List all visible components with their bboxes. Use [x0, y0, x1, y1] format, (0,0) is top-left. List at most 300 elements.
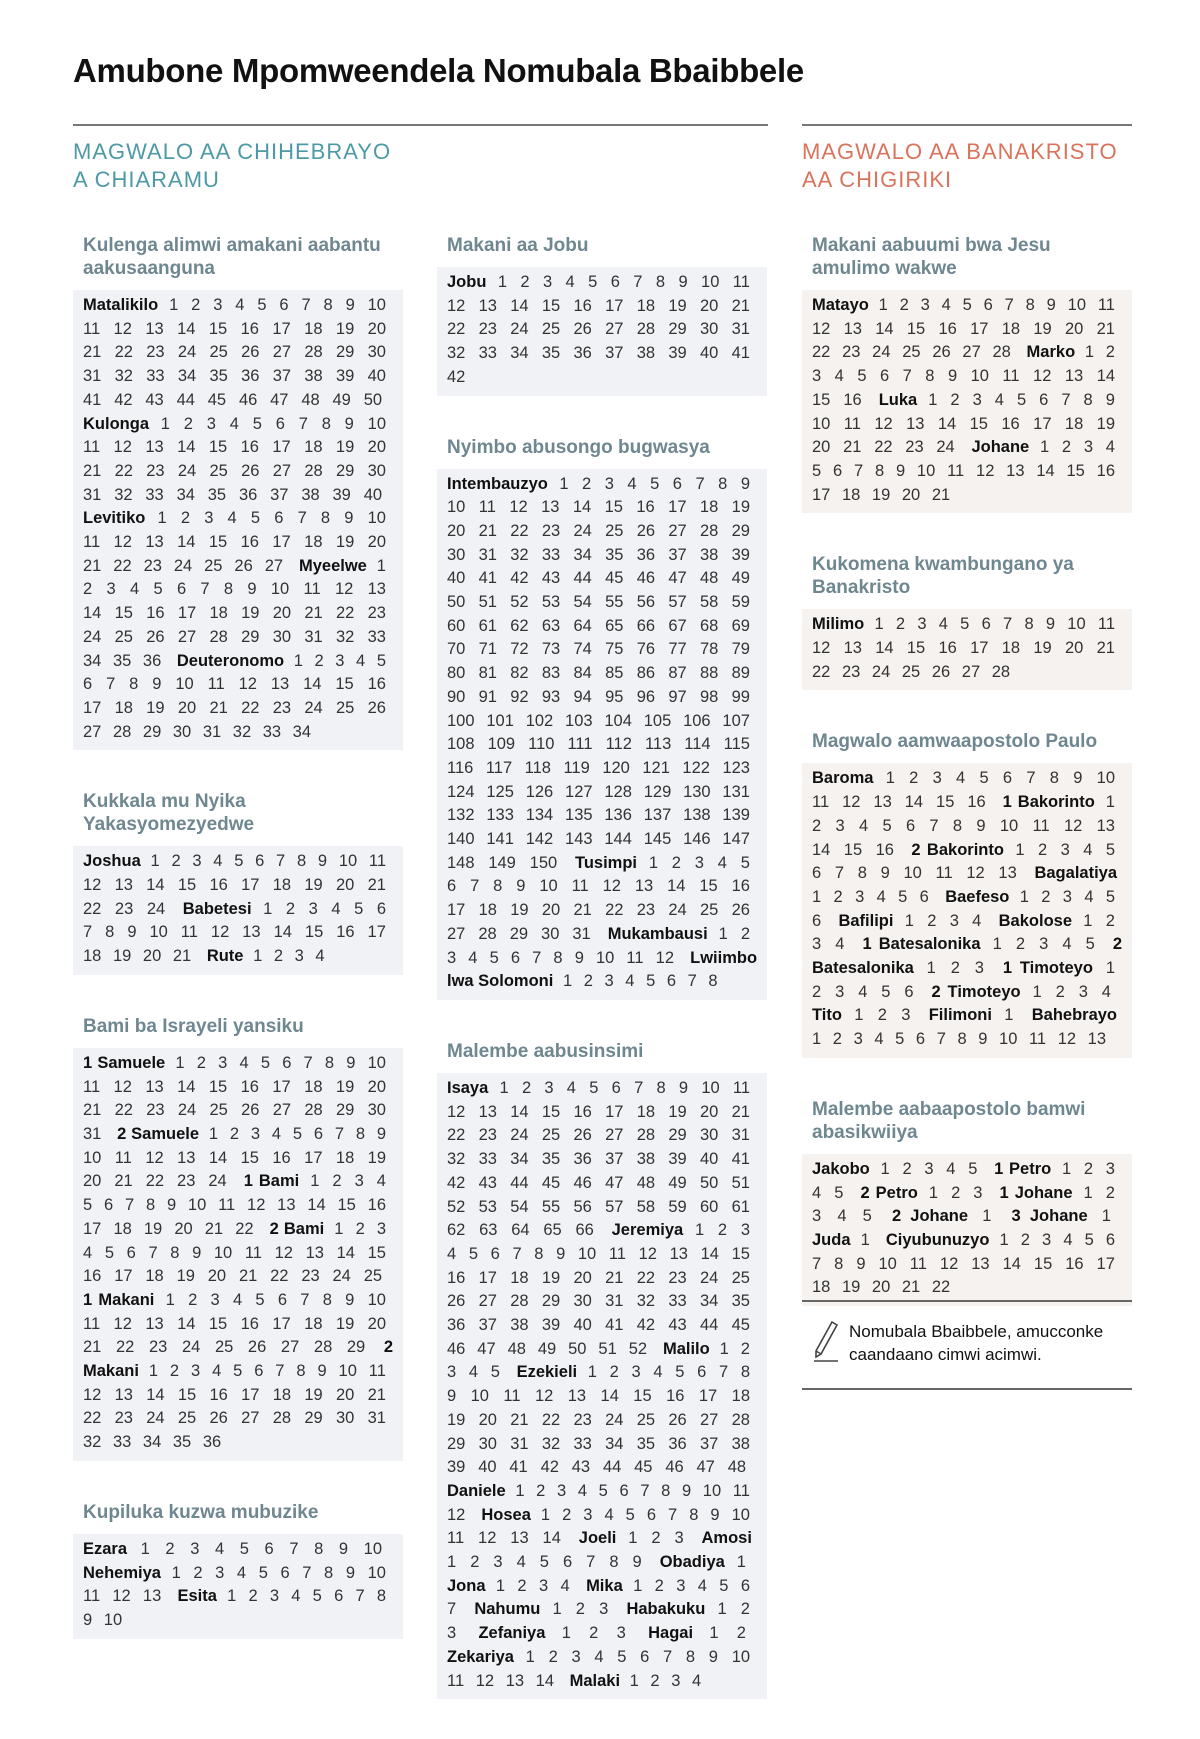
- chapter-number[interactable]: 11: [843, 414, 861, 433]
- chapter-number[interactable]: 9: [192, 1243, 202, 1262]
- chapter-number[interactable]: 55: [605, 593, 624, 612]
- chapter-number[interactable]: 11: [1032, 816, 1050, 835]
- chapter-number[interactable]: 11: [732, 273, 750, 291]
- chapter-number[interactable]: 28: [272, 1409, 292, 1428]
- chapter-number[interactable]: 7: [302, 1563, 312, 1582]
- chapter-number[interactable]: 9: [344, 414, 354, 433]
- chapter-number[interactable]: 10: [595, 948, 615, 967]
- chapter-number[interactable]: 34: [176, 485, 195, 504]
- chapter-number[interactable]: 3: [616, 1624, 626, 1643]
- chapter-number[interactable]: 27: [447, 924, 466, 943]
- chapter-number[interactable]: 8: [655, 273, 666, 291]
- chapter-number[interactable]: 11: [368, 1362, 386, 1381]
- chapter-number[interactable]: 9: [1073, 769, 1083, 788]
- chapter-number[interactable]: 22: [114, 1101, 133, 1120]
- chapter-number[interactable]: 15: [304, 923, 324, 942]
- chapter-number[interactable]: 6: [334, 1587, 344, 1606]
- chapter-number[interactable]: 56: [573, 1197, 592, 1216]
- chapter-number[interactable]: 7: [634, 1078, 644, 1097]
- chapter-number[interactable]: 8: [740, 1363, 750, 1382]
- chapter-number[interactable]: 13: [478, 1102, 497, 1121]
- chapter-number[interactable]: 24: [936, 438, 955, 457]
- chapter-number[interactable]: 4: [447, 1244, 457, 1263]
- chapter-number[interactable]: 12: [447, 1505, 466, 1524]
- chapter-number[interactable]: 28: [112, 722, 132, 741]
- chapter-number[interactable]: 2: [589, 1624, 599, 1643]
- chapter-number[interactable]: 40: [700, 344, 719, 363]
- chapter-number[interactable]: 4: [837, 1207, 847, 1226]
- chapter-number[interactable]: 10: [577, 1244, 597, 1263]
- chapter-number[interactable]: 1: [160, 414, 170, 433]
- chapter-number[interactable]: 4: [129, 580, 140, 599]
- chapter-number[interactable]: 9: [1045, 615, 1056, 634]
- chapter-number[interactable]: 1: [495, 1576, 506, 1595]
- chapter-number[interactable]: 28: [304, 343, 323, 362]
- chapter-number[interactable]: 10: [367, 1053, 386, 1072]
- chapter-number[interactable]: 2: [717, 1221, 728, 1240]
- chapter-number[interactable]: 44: [176, 390, 195, 409]
- chapter-number[interactable]: 17: [812, 485, 831, 504]
- chapter-number[interactable]: 12: [478, 1529, 497, 1548]
- chapter-number[interactable]: 14: [146, 1385, 165, 1404]
- chapter-number[interactable]: 26: [367, 698, 386, 717]
- chapter-number[interactable]: 16: [336, 923, 355, 942]
- chapter-number[interactable]: 13: [971, 1254, 990, 1273]
- chapter-number[interactable]: 28: [478, 924, 497, 943]
- chapter-number[interactable]: 10: [338, 1362, 357, 1381]
- chapter-number[interactable]: 12: [447, 296, 466, 315]
- chapter-number[interactable]: 26: [146, 627, 165, 646]
- chapter-number[interactable]: 5: [490, 1363, 500, 1382]
- chapter-number[interactable]: 8: [925, 367, 935, 386]
- chapter-number[interactable]: 11: [812, 793, 830, 812]
- chapter-number[interactable]: 63: [479, 1221, 498, 1240]
- chapter-number[interactable]: 1: [812, 887, 822, 906]
- chapter-number[interactable]: 51: [478, 593, 497, 612]
- chapter-number[interactable]: 3: [812, 935, 822, 954]
- chapter-number[interactable]: 20: [812, 438, 831, 457]
- chapter-number[interactable]: 13: [1064, 367, 1084, 386]
- chapter-number[interactable]: 6: [126, 1243, 136, 1262]
- chapter-number[interactable]: 15: [208, 438, 228, 457]
- chapter-number[interactable]: 26: [241, 343, 260, 362]
- chapter-number[interactable]: 16: [240, 533, 259, 552]
- chapter-number[interactable]: 123: [722, 758, 750, 777]
- chapter-number[interactable]: 16: [447, 1268, 466, 1287]
- chapter-number[interactable]: 17: [605, 296, 624, 315]
- chapter-number[interactable]: 20: [901, 485, 921, 504]
- chapter-number[interactable]: 42: [447, 367, 466, 386]
- chapter-number[interactable]: 5: [252, 414, 262, 433]
- chapter-number[interactable]: 1: [629, 1671, 639, 1690]
- chapter-number[interactable]: 27: [83, 722, 102, 741]
- chapter-number[interactable]: 13: [145, 1077, 164, 1096]
- chapter-number[interactable]: 11: [1097, 296, 1115, 314]
- chapter-number[interactable]: 7: [929, 816, 939, 835]
- chapter-number[interactable]: 13: [305, 1243, 324, 1262]
- chapter-number[interactable]: 11: [732, 1078, 751, 1097]
- chapter-number[interactable]: 26: [234, 556, 253, 575]
- chapter-number[interactable]: 15: [604, 498, 623, 517]
- chapter-number[interactable]: 3: [493, 1553, 503, 1572]
- chapter-number[interactable]: 24: [605, 1410, 624, 1429]
- chapter-number[interactable]: 23: [114, 1409, 133, 1428]
- chapter-number[interactable]: 5: [83, 1196, 93, 1215]
- chapter-number[interactable]: 17: [478, 1268, 497, 1287]
- chapter-number[interactable]: 4: [566, 1078, 576, 1097]
- chapter-number[interactable]: 2: [950, 959, 960, 978]
- chapter-number[interactable]: 3: [269, 1587, 280, 1606]
- chapter-number[interactable]: 8: [145, 1196, 156, 1215]
- chapter-number[interactable]: 2: [314, 651, 324, 670]
- chapter-number[interactable]: 2: [1105, 1183, 1115, 1202]
- chapter-number[interactable]: 14: [572, 498, 592, 517]
- chapter-number[interactable]: 2: [517, 1576, 527, 1595]
- chapter-number[interactable]: 21: [843, 438, 862, 457]
- chapter-number[interactable]: 58: [700, 593, 719, 612]
- chapter-number[interactable]: 13: [1087, 1030, 1107, 1049]
- chapter-number[interactable]: 7: [586, 1553, 596, 1572]
- chapter-number[interactable]: 22: [874, 438, 893, 457]
- chapter-number[interactable]: 19: [335, 438, 355, 457]
- chapter-number[interactable]: 10: [367, 509, 386, 528]
- chapter-number[interactable]: 39: [447, 1458, 466, 1477]
- chapter-number[interactable]: 22: [510, 521, 529, 540]
- chapter-number[interactable]: 12: [874, 414, 893, 433]
- chapter-number[interactable]: 5: [862, 1207, 872, 1226]
- chapter-number[interactable]: 31: [202, 722, 222, 741]
- chapter-number[interactable]: 13: [505, 1671, 525, 1690]
- chapter-number[interactable]: 103: [565, 711, 593, 730]
- chapter-number[interactable]: 8: [223, 580, 234, 599]
- chapter-number[interactable]: 11: [947, 461, 965, 480]
- chapter-number[interactable]: 137: [643, 806, 672, 825]
- chapter-number[interactable]: 6: [1002, 769, 1013, 788]
- chapter-number[interactable]: 95: [605, 687, 624, 706]
- chapter-number[interactable]: 3: [835, 816, 845, 835]
- chapter-number[interactable]: 11: [218, 1196, 236, 1215]
- chapter-number[interactable]: 14: [667, 877, 686, 896]
- chapter-number[interactable]: 4: [565, 273, 575, 291]
- chapter-number[interactable]: 3: [250, 1124, 261, 1143]
- chapter-number[interactable]: 7: [470, 877, 480, 896]
- chapter-number[interactable]: 13: [478, 296, 497, 315]
- chapter-number[interactable]: 3: [853, 1030, 863, 1049]
- chapter-number[interactable]: 76: [636, 640, 656, 659]
- chapter-number[interactable]: 15: [208, 533, 228, 552]
- chapter-number[interactable]: 27: [605, 1126, 624, 1145]
- chapter-number[interactable]: 5: [812, 461, 822, 480]
- chapter-number[interactable]: 1: [885, 769, 895, 788]
- chapter-number[interactable]: 38: [636, 344, 656, 363]
- chapter-number[interactable]: 37: [700, 1434, 719, 1453]
- chapter-number[interactable]: 6: [905, 816, 916, 835]
- chapter-number[interactable]: 2: [355, 1219, 365, 1238]
- chapter-number[interactable]: 2: [1105, 343, 1115, 362]
- chapter-number[interactable]: 3: [949, 911, 959, 930]
- chapter-number[interactable]: 12: [334, 580, 354, 599]
- chapter-number[interactable]: 18: [304, 438, 323, 457]
- chapter-number[interactable]: 31: [478, 545, 497, 564]
- chapter-number[interactable]: 13: [145, 533, 164, 552]
- chapter-number[interactable]: 23: [841, 662, 861, 681]
- chapter-number[interactable]: 23: [177, 1172, 196, 1191]
- chapter-number[interactable]: 3: [740, 1221, 751, 1240]
- chapter-number[interactable]: 3: [599, 1600, 609, 1619]
- chapter-number[interactable]: 11: [571, 877, 589, 896]
- chapter-number[interactable]: 21: [605, 1268, 624, 1287]
- chapter-number[interactable]: 2: [1105, 911, 1115, 930]
- chapter-number[interactable]: 27: [272, 1101, 292, 1120]
- chapter-number[interactable]: 5: [257, 296, 267, 314]
- chapter-number[interactable]: 111: [567, 735, 593, 754]
- chapter-number[interactable]: 1: [562, 972, 573, 991]
- chapter-number[interactable]: 19: [335, 1314, 355, 1333]
- chapter-number[interactable]: 12: [966, 864, 985, 883]
- chapter-number[interactable]: 102: [525, 711, 554, 730]
- chapter-number[interactable]: 40: [363, 485, 383, 504]
- chapter-number[interactable]: 29: [447, 1434, 466, 1453]
- chapter-number[interactable]: 24: [304, 698, 323, 717]
- chapter-number[interactable]: 22: [812, 662, 831, 681]
- chapter-number[interactable]: 52: [628, 1339, 648, 1358]
- chapter-number[interactable]: 90: [447, 687, 466, 706]
- chapter-number[interactable]: 26: [668, 1410, 687, 1429]
- chapter-number[interactable]: 6: [279, 296, 289, 314]
- chapter-number[interactable]: 15: [177, 1385, 197, 1404]
- chapter-number[interactable]: 16: [83, 1267, 102, 1286]
- chapter-number[interactable]: 33: [367, 627, 386, 646]
- chapter-number[interactable]: 9: [516, 877, 526, 896]
- chapter-number[interactable]: 12: [113, 319, 132, 338]
- chapter-number[interactable]: 12: [812, 639, 831, 658]
- chapter-number[interactable]: 24: [510, 1126, 529, 1145]
- chapter-number[interactable]: 28: [991, 662, 1011, 681]
- chapter-number[interactable]: 25: [541, 320, 561, 339]
- chapter-number[interactable]: 6: [376, 899, 387, 918]
- chapter-number[interactable]: 4: [653, 1363, 663, 1382]
- chapter-number[interactable]: 53: [478, 1197, 497, 1216]
- chapter-number[interactable]: 4: [835, 935, 845, 954]
- chapter-number[interactable]: 9: [166, 1196, 177, 1215]
- chapter-number[interactable]: 12: [534, 1387, 554, 1406]
- chapter-number[interactable]: 101: [486, 711, 514, 730]
- chapter-number[interactable]: 22: [115, 1338, 135, 1357]
- chapter-number[interactable]: 7: [298, 414, 308, 433]
- chapter-number[interactable]: 131: [722, 782, 750, 801]
- chapter-number[interactable]: 18: [209, 604, 228, 623]
- chapter-number[interactable]: 5: [881, 982, 891, 1001]
- chapter-number[interactable]: 20: [367, 319, 387, 338]
- chapter-number[interactable]: 10: [447, 498, 466, 517]
- chapter-number[interactable]: 3: [447, 1363, 457, 1382]
- chapter-number[interactable]: 25: [901, 662, 921, 681]
- chapter-number[interactable]: 3: [1105, 1159, 1115, 1178]
- chapter-number[interactable]: 31: [304, 627, 323, 646]
- chapter-number[interactable]: 24: [177, 1101, 197, 1120]
- chapter-number[interactable]: 13: [242, 923, 261, 942]
- chapter-number[interactable]: 4: [876, 887, 886, 906]
- chapter-number[interactable]: 29: [541, 1292, 561, 1311]
- chapter-number[interactable]: 10: [175, 675, 194, 694]
- chapter-number[interactable]: 48: [636, 1173, 656, 1192]
- chapter-number[interactable]: 19: [143, 1219, 163, 1238]
- chapter-number[interactable]: 29: [509, 924, 529, 943]
- chapter-number[interactable]: 59: [668, 1197, 687, 1216]
- chapter-number[interactable]: 67: [668, 616, 687, 635]
- chapter-number[interactable]: 1: [515, 1481, 525, 1500]
- chapter-number[interactable]: 45: [634, 1458, 653, 1477]
- chapter-number[interactable]: 16: [666, 1387, 685, 1406]
- chapter-number[interactable]: 31: [510, 1434, 529, 1453]
- chapter-number[interactable]: 7: [297, 509, 307, 528]
- chapter-number[interactable]: 22: [113, 556, 132, 575]
- chapter-number[interactable]: 27: [700, 1410, 719, 1429]
- chapter-number[interactable]: 1: [227, 1587, 237, 1606]
- chapter-number[interactable]: 44: [510, 1173, 529, 1192]
- chapter-number[interactable]: 1: [1083, 1183, 1093, 1202]
- chapter-number[interactable]: 23: [478, 320, 497, 339]
- chapter-number[interactable]: 4: [214, 1539, 225, 1558]
- chapter-number[interactable]: 25: [636, 1410, 656, 1429]
- chapter-number[interactable]: 26: [247, 1338, 267, 1357]
- chapter-number[interactable]: 2: [650, 1671, 660, 1690]
- chapter-number[interactable]: 17: [272, 438, 291, 457]
- chapter-number[interactable]: 26: [209, 1409, 228, 1428]
- chapter-number[interactable]: 5: [598, 1481, 608, 1500]
- chapter-number[interactable]: 9: [710, 1505, 720, 1524]
- chapter-number[interactable]: 2: [285, 899, 296, 918]
- chapter-number[interactable]: 10: [702, 1481, 722, 1500]
- chapter-number[interactable]: 17: [272, 533, 291, 552]
- chapter-number[interactable]: 12: [210, 923, 230, 942]
- chapter-number[interactable]: 6: [740, 1576, 751, 1595]
- chapter-number[interactable]: 19: [841, 1278, 861, 1297]
- chapter-number[interactable]: 11: [244, 1243, 262, 1262]
- chapter-number[interactable]: 12: [842, 793, 861, 812]
- chapter-number[interactable]: 2: [548, 1647, 558, 1666]
- chapter-number[interactable]: 1: [1039, 438, 1050, 457]
- chapter-number[interactable]: 5: [625, 1505, 635, 1524]
- chapter-number[interactable]: 10: [470, 1387, 489, 1406]
- chapter-number[interactable]: 8: [324, 1053, 335, 1072]
- chapter-number[interactable]: 47: [605, 1173, 624, 1192]
- chapter-number[interactable]: 33: [262, 722, 282, 741]
- chapter-number[interactable]: 2: [895, 615, 906, 634]
- chapter-number[interactable]: 13: [873, 793, 892, 812]
- chapter-number[interactable]: 6: [919, 887, 929, 906]
- chapter-number[interactable]: 6: [981, 615, 991, 634]
- chapter-number[interactable]: 11: [114, 1148, 132, 1167]
- chapter-number[interactable]: 7: [1004, 296, 1014, 314]
- chapter-number[interactable]: 13: [145, 319, 164, 338]
- chapter-number[interactable]: 136: [604, 806, 632, 825]
- chapter-number[interactable]: 51: [731, 1173, 750, 1192]
- chapter-number[interactable]: 42: [114, 390, 133, 409]
- chapter-number[interactable]: 11: [83, 438, 101, 457]
- chapter-number[interactable]: 2: [1055, 982, 1065, 1001]
- chapter-number[interactable]: 48: [700, 569, 719, 588]
- chapter-number[interactable]: 59: [731, 593, 750, 612]
- chapter-number[interactable]: 3: [901, 1006, 911, 1025]
- chapter-number[interactable]: 15: [969, 414, 988, 433]
- chapter-number[interactable]: 10: [1067, 615, 1086, 634]
- chapter-number[interactable]: 2: [165, 1539, 175, 1558]
- chapter-number[interactable]: 5: [650, 474, 660, 493]
- chapter-number[interactable]: 32: [636, 1292, 656, 1311]
- chapter-number[interactable]: 21: [478, 521, 497, 540]
- chapter-number[interactable]: 122: [682, 758, 710, 777]
- chapter-number[interactable]: 9: [708, 1647, 718, 1666]
- chapter-number[interactable]: 140: [447, 830, 475, 849]
- chapter-number[interactable]: 14: [904, 793, 924, 812]
- chapter-number[interactable]: 108: [447, 735, 475, 754]
- chapter-number[interactable]: 14: [177, 533, 196, 552]
- chapter-number[interactable]: 45: [207, 390, 227, 409]
- chapter-number[interactable]: 10: [539, 877, 558, 896]
- chapter-number[interactable]: 17: [698, 1387, 718, 1406]
- chapter-number[interactable]: 12: [112, 1587, 131, 1606]
- chapter-number[interactable]: 5: [1016, 390, 1027, 409]
- chapter-number[interactable]: 6: [562, 1553, 573, 1572]
- chapter-number[interactable]: 6: [915, 1030, 926, 1049]
- chapter-number[interactable]: 23: [842, 343, 861, 362]
- chapter-number[interactable]: 3: [1042, 1230, 1052, 1249]
- chapter-number[interactable]: 15: [208, 1077, 228, 1096]
- chapter-number[interactable]: 30: [700, 1126, 719, 1145]
- chapter-number[interactable]: 10: [812, 414, 831, 433]
- chapter-number[interactable]: 38: [304, 367, 323, 386]
- chapter-number[interactable]: 15: [208, 1314, 228, 1333]
- chapter-number[interactable]: 88: [700, 664, 719, 683]
- chapter-number[interactable]: 33: [541, 545, 561, 564]
- chapter-number[interactable]: 5: [962, 296, 972, 314]
- chapter-number[interactable]: 14: [700, 1244, 719, 1263]
- chapter-number[interactable]: 3: [1083, 438, 1094, 457]
- chapter-number[interactable]: 2: [536, 1481, 546, 1500]
- chapter-number[interactable]: 23: [541, 521, 561, 540]
- chapter-number[interactable]: 5: [260, 1053, 271, 1072]
- chapter-number[interactable]: 12: [509, 498, 528, 517]
- chapter-number[interactable]: 9: [127, 923, 137, 942]
- chapter-number[interactable]: 3: [812, 367, 822, 386]
- chapter-number[interactable]: 46: [665, 1458, 684, 1477]
- chapter-number[interactable]: 1: [904, 911, 914, 930]
- chapter-number[interactable]: 11: [83, 1077, 101, 1096]
- chapter-number[interactable]: 128: [604, 782, 632, 801]
- chapter-number[interactable]: 9: [317, 852, 328, 871]
- chapter-number[interactable]: 7: [812, 1254, 822, 1273]
- chapter-number[interactable]: 139: [722, 806, 750, 825]
- chapter-number[interactable]: 1: [709, 1624, 719, 1643]
- chapter-number[interactable]: 23: [146, 1101, 165, 1120]
- chapter-number[interactable]: 11: [935, 864, 953, 883]
- chapter-number[interactable]: 6: [640, 1647, 650, 1666]
- chapter-number[interactable]: 77: [668, 640, 687, 659]
- chapter-number[interactable]: 16: [240, 438, 259, 457]
- chapter-number[interactable]: 2: [248, 1587, 258, 1606]
- chapter-number[interactable]: 61: [478, 616, 497, 635]
- chapter-number[interactable]: 49: [332, 390, 351, 409]
- chapter-number[interactable]: 18: [114, 698, 133, 717]
- chapter-number[interactable]: 125: [486, 782, 514, 801]
- chapter-number[interactable]: 26: [931, 662, 951, 681]
- chapter-number[interactable]: 2: [229, 1124, 240, 1143]
- chapter-number[interactable]: 20: [573, 1268, 592, 1287]
- chapter-number[interactable]: 39: [332, 485, 351, 504]
- chapter-number[interactable]: 16: [967, 793, 986, 812]
- chapter-number[interactable]: 82: [510, 664, 529, 683]
